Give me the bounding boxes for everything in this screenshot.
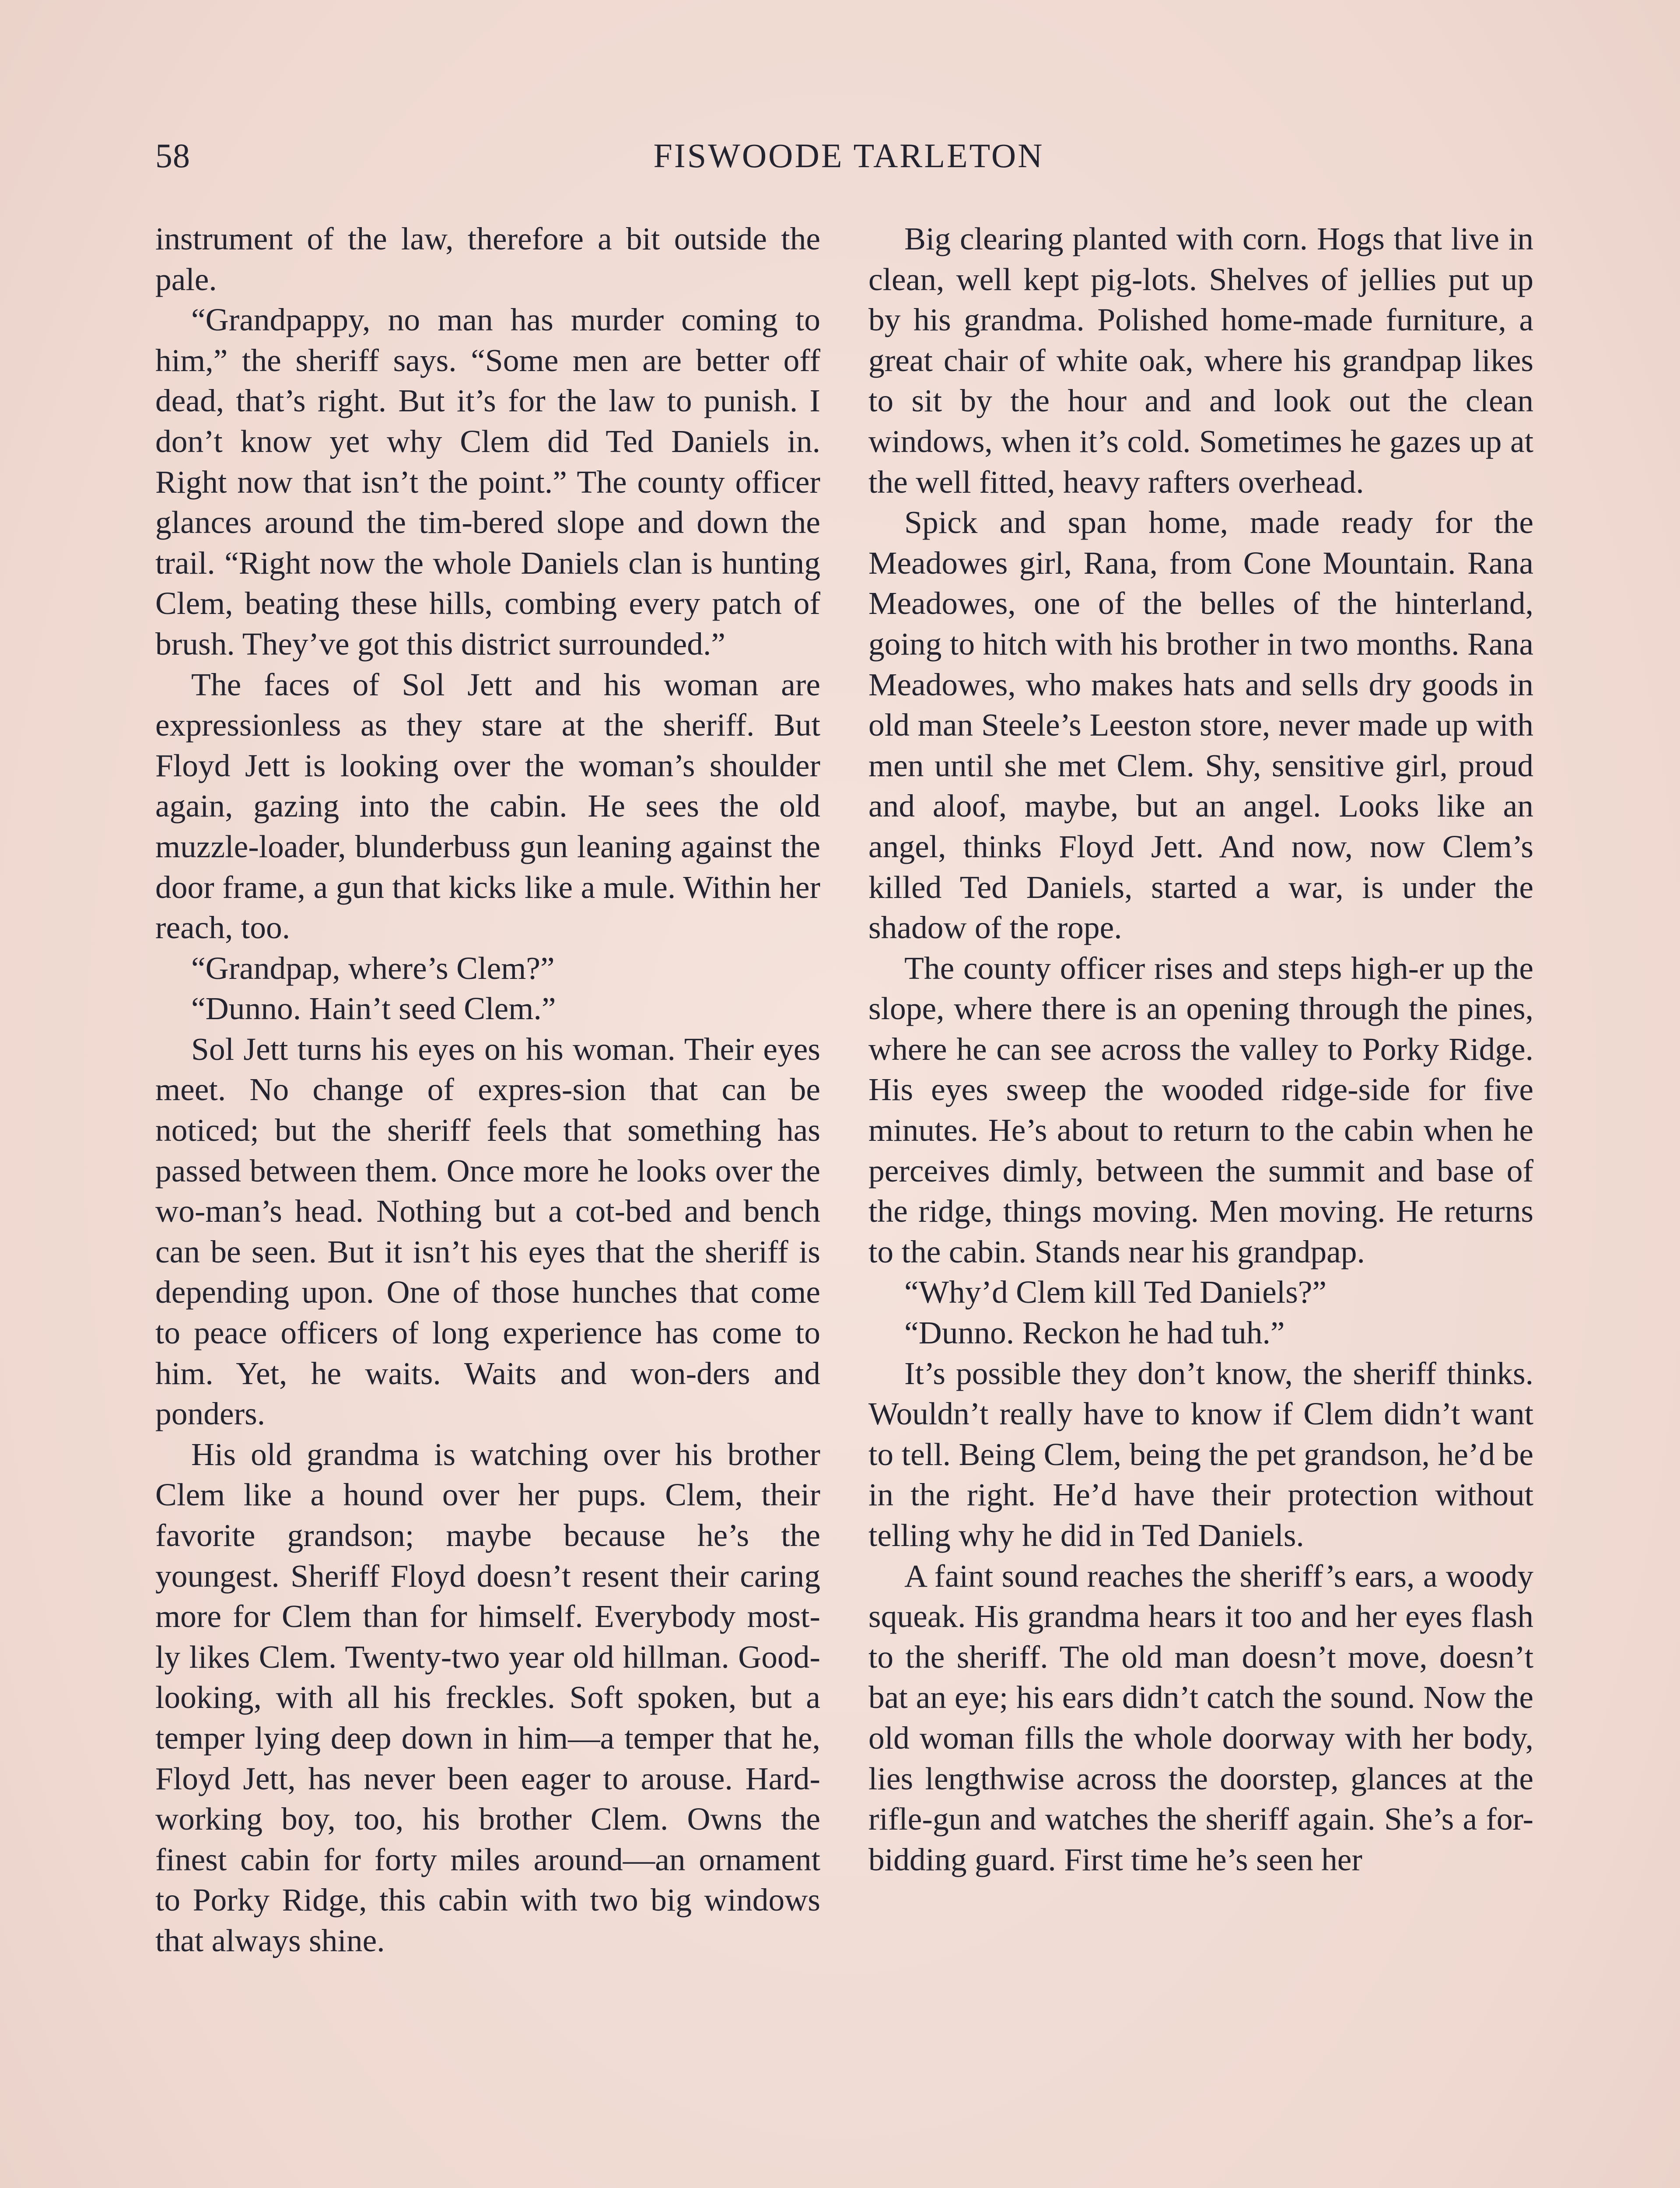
left-text-column xyxy=(155,219,820,1961)
paragraph: “Grandpap, where’s Clem?” xyxy=(191,950,555,986)
paragraph: “Grandpappy, no man has murder coming to him,” the sheriff says. “Some men are better off dead, that’s right. But it’s for the law to punish. I don’t know yet why Clem did Ted Daniels in. Right now that isn’t the point.” The county officer glances around the tim-bered slope and down the trail. “Right now the whole Daniels clan is hunting Clem, beating these hills, combing every patch of brush. They’ve got this district surrounded.” xyxy=(155,302,820,662)
paragraph: Big clearing planted with corn. Hogs that live in clean, well kept pig-lots. Shelves of jellies put up by his grandma. Polished home-made furniture, a great chair of white oak, where his grandpap likes to sit by the hour and and look out the clean windows, when it’s cold. Sometimes he gazes up at the well fitted, heavy rafters overhead. xyxy=(868,221,1533,500)
paragraph: His old grandma is watching over his brother Clem like a hound over her pups. Clem, their favorite grandson; maybe because he’s the youngest. Sheriff Floyd doesn’t resent their caring more for Clem than for himself. Everybody most-ly likes Clem. Twenty-two year old hillman. Good-looking, with all his freckles. Soft spoken, but a temper lying deep down in him—a temper that he, Floyd Jett, has never been eager to arouse. Hard-working boy, too, his brother Clem. Owns the finest cabin for forty miles around—an ornament to Porky Ridge, this cabin with two big windows that always shine. xyxy=(155,1436,820,1958)
right-text-column xyxy=(868,219,1533,1880)
paragraph: “Dunno. Hain’t seed Clem.” xyxy=(191,991,556,1027)
paragraph: It’s possible they don’t know, the sheriff thinks. Wouldn’t really have to know if Clem didn’t want to tell. Being Clem, being the pet grandson, he’d be in the right. He’d have their protection without telling why he did in Ted Daniels. xyxy=(868,1355,1533,1553)
paragraph: The county officer rises and steps high-er up the slope, where there is an opening through the pines, where he can see across the valley to Porky Ridge. His eyes sweep the wooded ridge-side for five minutes. He’s about to return to the cabin when he perceives dimly, between the summit and base of the ridge, things moving. Men moving. He returns to the cabin. Stands near his grandpap. xyxy=(868,950,1533,1269)
paragraph: “Why’d Clem kill Ted Daniels?” xyxy=(904,1274,1327,1310)
paragraph: Spick and span home, made ready for the Meadowes girl, Rana, from Cone Mountain. Rana Meadowes, one of the belles of the hinterland, going to hitch with his brother in two months. Rana Meadowes, who makes hats and sells dry goods in old man Steele’s Leeston store, never made up with men until she met Clem. Shy, sensitive girl, proud and aloof, maybe, but an angel. Looks like an angel, thinks Floyd Jett. And now, now Clem’s killed Ted Daniels, started a war, is under the shadow of the rope. xyxy=(868,505,1533,946)
paragraph: “Dunno. Reckon he had tuh.” xyxy=(904,1315,1285,1351)
paragraph: A faint sound reaches the sheriff’s ears, a woody squeak. His grandma hears it too and her eyes flash to the sheriff. The old man doesn’t move, doesn’t bat an eye; his ears didn’t catch the sound. Now the old woman fills the whole doorway with her body, lies lengthwise across the doorstep, glances at the rifle-gun and watches the sheriff again. She’s a for-bidding guard. First time he’s seen her xyxy=(868,1558,1533,1877)
running-head-title: FISWOODE TARLETON xyxy=(653,137,1044,175)
paragraph: Sol Jett turns his eyes on his woman. Their eyes meet. No change of expres-sion that can be noticed; but the sheriff feels that something has passed between them. Once more he looks over the wo-man’s head. Nothing but a cot-bed and bench can be seen. But it isn’t his eyes that the sheriff is depending upon. One of those hunches that come to peace officers of long experience has come to him. Yet, he waits. Waits and won-ders and ponders. xyxy=(155,1031,820,1432)
page-number: 58 xyxy=(155,137,190,175)
page-header xyxy=(155,130,1542,182)
paragraph: instrument of the law, therefore a bit outside the pale. xyxy=(155,221,820,297)
paragraph: The faces of Sol Jett and his woman are expressionless as they stare at the sheriff. But Floyd Jett is looking over the woman’s shoulder again, gazing into the cabin. He sees the old muzzle-loader, blunderbuss gun leaning against the door frame, a gun that kicks like a mule. Within her reach, too. xyxy=(155,666,820,946)
